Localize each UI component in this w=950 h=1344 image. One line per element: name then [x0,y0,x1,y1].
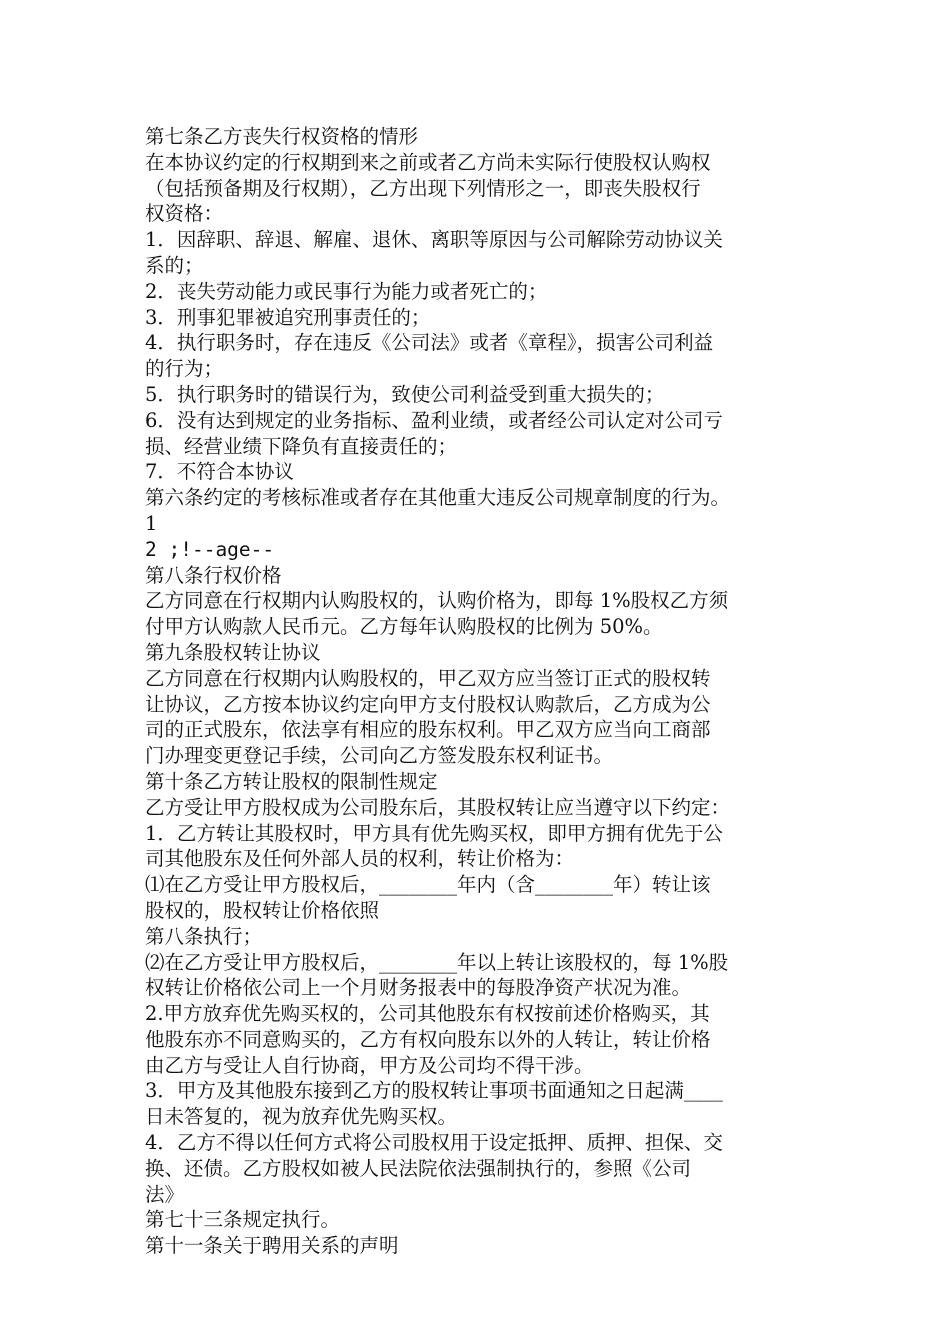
list-item-line: 3．刑事犯罪被追究刑事责任的； [145,305,431,329]
article-9-heading: 第九条股权转让协议 [145,640,321,664]
paragraph-line: 权资格： [145,202,224,226]
list-item-line: 2.甲方放弃优先购买权的，公司其他股东有权按前述价格购买，其 [145,1002,710,1026]
page-marker: 1 [145,511,158,535]
list-item-line: 由乙方与受让人自行协商，甲方及公司均不得干涉。 [145,1053,594,1077]
list-item-line: 1．因辞职、辞退、解雇、退休、离职等原因与公司解除劳动协议关 [145,228,723,252]
document-body [145,124,810,1259]
list-item-line: ⑴在乙方受让甲方股权后，________年内（含________年）转让该 [145,873,711,897]
paragraph-line: （包括预备期及行权期），乙方出现下列情形之一，即丧失股权行 [145,176,701,200]
list-item-line: 司其他股东及任何外部人员的权利，转让价格为： [145,847,575,871]
list-item-line: 的行为； [145,357,224,381]
article-10-heading: 第十条乙方转让股权的限制性规定 [145,769,438,793]
paragraph-line: 乙方同意在行权期内认购股权的，甲乙双方应当签订正式的股权转 [145,666,711,690]
list-item-line: 系的； [145,253,204,277]
paragraph-line: 第七十三条规定执行。 [145,1208,341,1232]
list-item-line: 换、还债。乙方股权如被人民法院依法强制执行的，参照《公司 [145,1156,692,1180]
paragraph-line: 乙方同意在行权期内认购股权的，认购价格为，即每 1%股权乙方须 [145,589,729,613]
list-item-line: 第八条执行； [145,924,263,948]
paragraph-line: 司的正式股东，依法享有相应的股东权利。甲乙双方应当向工商部 [145,718,711,742]
list-item-line: 6．没有达到规定的业务指标、盈利业绩，或者经公司认定对公司亏 [145,408,723,432]
list-item-line: 股权的，股权转让价格依照 [145,898,380,922]
paragraph-line: 让协议，乙方按本协议约定向甲方支付股权认购款后，乙方成为公 [145,692,711,716]
list-item-line: 4．执行职务时，存在违反《公司法》或者《章程》，损害公司利益 [145,331,714,355]
article-11-heading: 第十一条关于聘用关系的声明 [145,1234,399,1258]
list-item-line: 损、经营业绩下降负有直接责任的； [145,434,458,458]
article-8-heading: 第八条行权价格 [145,563,282,587]
paragraph-line: 付甲方认购款人民币元。乙方每年认购股权的比例为 50%。 [145,615,663,639]
list-item-line: 他股东亦不同意购买的，乙方有权向股东以外的人转让，转让价格 [145,1027,711,1051]
list-item-line: 日未答复的，视为放弃优先购买权。 [145,1105,458,1129]
list-item-line: 2．丧失劳动能力或民事行为能力或者死亡的； [145,279,548,303]
list-item-line: 7．不符合本协议 [145,460,294,484]
article-7-heading: 第七条乙方丧失行权资格的情形 [145,125,419,148]
paragraph-line: 在本协议约定的行权期到来之前或者乙方尚未实际行使股权认购权 [145,150,711,174]
paragraph-line: 门办理变更登记手续，公司向乙方签发股东权利证书。 [145,744,614,768]
list-item-line: 5．执行职务时的错误行为，致使公司利益受到重大损失的； [145,382,665,406]
paragraph-line: 第六条约定的考核标准或者存在其他重大违反公司规章制度的行为。 [145,486,731,510]
page-marker: 2 ;!--age-- [145,537,275,561]
list-item-line: 4．乙方不得以任何方式将公司股权用于设定抵押、质押、担保、交 [145,1131,723,1155]
list-item-line: ⑵在乙方受让甲方股权后，________年以上转让该股权的，每 1%股 [145,950,729,974]
list-item-line: 3．甲方及其他股东接到乙方的股权转让事项书面通知之日起满____ [145,1079,723,1103]
list-item-line: 法》 [145,1182,185,1206]
list-item-line: 1．乙方转让其股权时，甲方具有优先购买权，即甲方拥有优先于公 [145,821,723,845]
paragraph-line: 乙方受让甲方股权成为公司股东后，其股权转让应当遵守以下约定： [145,795,731,819]
list-item-line: 权转让价格依公司上一个月财务报表中的每股净资产状况为准。 [145,976,692,1000]
